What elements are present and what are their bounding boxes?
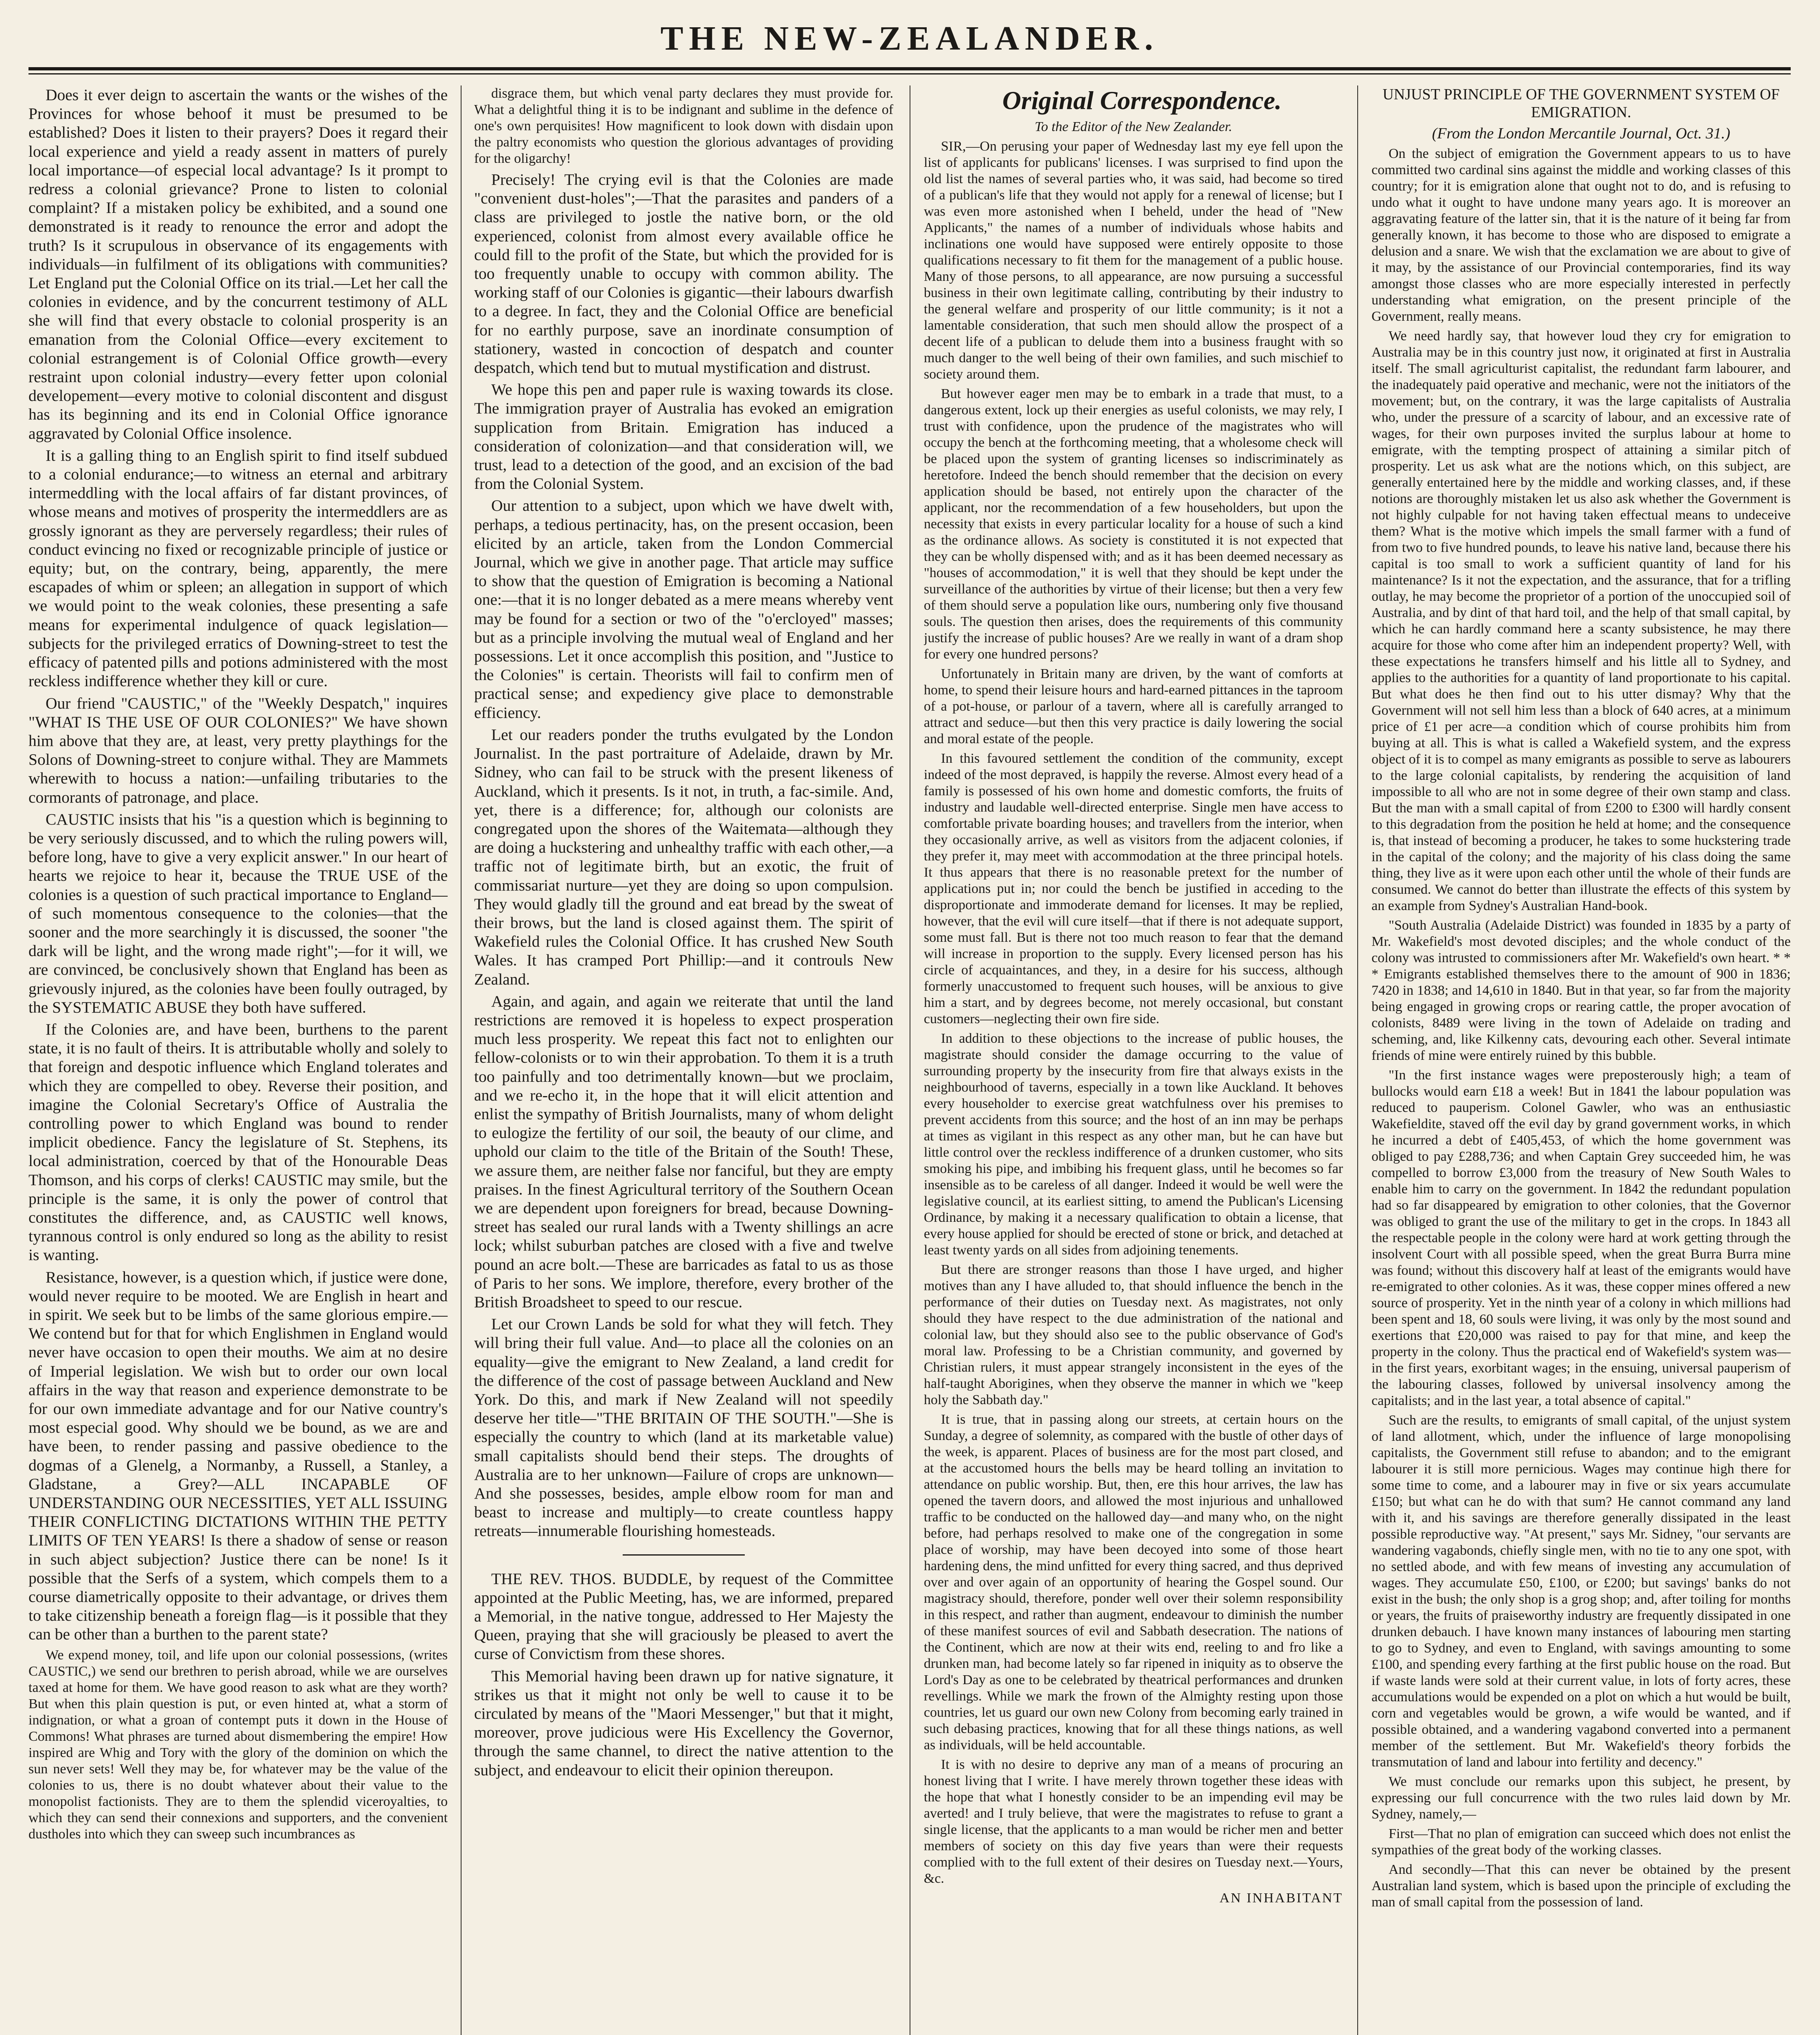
masthead-rule-thick [28,67,1791,70]
paragraph: Unfortunately in Britain many are driven, by the want of comforts at home, to spend their leisure hours and hard-earned pittances in the taproom of a pot-house, or parlour of a tavern, where all is carefully arranged to attract and seduce—but then this very practice is daily lowering the social and moral estate of the people. [924,666,1343,746]
paragraph: It is a galling thing to an English spirit to find itself subdued to a colonial endurance;—to witness an eternal and arbitrary intermeddling with the local affairs of far distant provinces, of whose means and motives of prosperity the intermeddlers are as grossly ignorant as they are perversely regardless; their rules of conduct evincing no fixed or recognizable principle of justice or equity; but, on the contrary, being, apparently, the mere escapades of whim or spleen; an allegation in support of which we would point to the weak colonies, these presenting a safe means for experimental indulgence of quack legislation—subjects for the privileged erratics of Downing-street to test the efficacy of patented pills and potions administered with the most reckless indifference whether they kill or cure. [28,446,448,690]
paragraph: Precisely! The crying evil is that the Colonies are made "convenient dust-holes";—That the parasites and panders of a class are privileged to jostle the native born, or the old experienced, colonist from almost every available office he could fill to the profit of the State, but which the provided for is too frequently unable to occupy with common ability. The working staff of our Colonies is gigantic—their labours dwarfish to a degree. In fact, they and the Colonial Office are beneficial for no earthly purpose, save an inordinate consumption of stationery, wasted in concoction of despatch and counter despatch, which tend but to mutual mystification and distrust. [474,171,893,377]
letter-signature: AN INHABITANT [1219,1891,1343,1906]
column-4 [1372,85,1791,2035]
letter-address: To the Editor of the New Zealander. [1035,119,1232,134]
paragraph: Does it ever deign to ascertain the wants or the wishes of the Provinces for whose behoof it must be presumed to be established? Does it listen to their prayers? Does it regard their local experience and yield a ready assent in matters of purely local importance—of especial local advantage? Is it prompt to redress a colonial grievance? Prone to listen to colonial complaint? If a mistaken policy be exhibited, and a sound one demonstrated is it ready to renounce the error and adopt the truth? Is it scrupulous in observance of its engagements with individuals—in fulfilment of its obligations with communities? Let England put the Colonial Office on its trial.—Let her call the colonies in evidence, and by the concurrent testimony of ALL she will find that every obstacle to colonial prosperity is an emanation from the Colonial Office—every excitement to colonial estrangement is of Colonial Office growth—every restraint upon colonial industry—every fetter upon colonial developement—every motive to colonial discontent and disgust has its beginning and its end in Colonial Office ignorance aggravated by Colonial Office insolence. [28,86,448,442]
paragraph: First—That no plan of emigration can succeed which does not enlist the sympathies of the great body of the working classes. [1372,1826,1791,1858]
paragraph: It is true, that in passing along our streets, at certain hours on the Sunday, a degree of solemnity, as compared with the bustle of other days of the week, is apparent. Places of business are for the most part closed, and at the accustomed hours the bells may be heard tolling an invitation to attendance on public worship. But, then, ere this hour arrives, the law has opened the tavern doors, and allowed the most injurious and unhallowed traffic to be conducted on the hallowed day—and many who, on the night before, had perhaps resolved to make one of the congregation in some place of worship, may have been decoyed into some of those heart hardening dens, the mind unfitted for every thing sacred, and thus deprived over and over again of an opportunity of hearing the Gospel sound. Our magistracy should, therefore, ponder well over their solemn responsibility in this respect, and rather than augment, endeavour to diminish the number of these manifest sources of evil and Sabbath desecration. The nations of the Continent, which are now at their wits end, reeling to and fro like a drunken man, had become lately so far ripened in iniquity as to observe the Lord's Day as one to be celebrated by theatrical performances and drunken revellings. While we mark the frown of the Almighty resting upon those countries, let us guard our own new Colony from becoming early trained in such debasing practices, knowing that for all these things nations, as well as individuals, will be held accountable. [924,1412,1343,1753]
article-heading: UNJUST PRINCIPLE OF THE GOVERNMENT SYSTEM OF EMIGRATION. [1382,86,1780,121]
paragraph: If the Colonies are, and have been, burthens to the parent state, it is no fault of theirs. It is attributable wholly and solely to that foreign and despotic influence which England tolerates and which they are compelled to obey. Reverse their position, and imagine the Colonial Secretary's Office of Australia the controlling power to which England was bound to render implicit obedience. Fancy the legislature of St. Stephens, its local administration, coerced by that of the Honourable Deas Thomson, and his corps of clerks! CAUSTIC may smile, but the principle is the same, it is only the power of control that constitutes the difference, and, as CAUSTIC well knows, tyrannous control is only endured so long as the ability to resist is wanting. [28,1020,448,1264]
article-separator [623,1554,745,1556]
paragraph: CAUSTIC insists that his "is a question which is beginning to be very seriously discussed, and to which the ruling powers will, before long, have to give a very explicit answer." In our heart of hearts we rejoice to hear it, because the TRUE USE of the colonies is a question of such practical importance to England—of such momentous consequence to the colonies—that the sooner and the more searchingly it is discussed, the sooner "the dark will be light, and the wrong made right";—for it will, we are convinced, be conclusively shown that England has been as grievously injured, as the colonies have been foully outraged, by the SYSTEMATIC ABUSE they both have suffered. [28,810,448,1016]
paragraph: Our attention to a subject, upon which we have dwelt with, perhaps, a tedious pertinacity, has, on the present occasion, been elicited by an article, taken from the London Commercial Journal, which we give in another page. That article may suffice to show that the question of Emigration is becoming a National one:—that it is no longer debated as a mere means whereby vent may be found for a section or two of the "o'ercloyed" masses; but as a principle involving the mutual weal of England and her possessions. Let it once accomplish this position, and "Justice to the Colonies" is certain. Theorists will fail to confirm men of practical sense; and expediency give place to demonstrable efficiency. [474,497,893,722]
masthead-rule-thin [28,73,1791,74]
paragraph: On the subject of emigration the Government appears to us to have committed two cardinal sins against the middle and working classes of this country; for it is emigration alone that ought not to do, and is refusing to undo what it ought to have undone many years ago. It is moreover an aggravating feature of the latter sin, that it is the nature of it being far from generally known, it has become to those who are disposed to emigrate a delusion and a snare. We wish that the exclamation we are about to give of it may, by the assistance of our Provincial contemporaries, find its way amongst those classes who are more especially interested in perfectly understanding what emigration, on the present principle of the Government, really means. [1372,146,1791,324]
paragraph-quoted: disgrace them, but which venal party declares they must provide for. What a delightful thing it is to be indignant and sublime in the defence of one's own perquisites! How magnificent to look down with disdain upon the paltry economists who question the glorious advantages of providing for the oligarchy! [474,86,893,166]
paragraph: We hope this pen and paper rule is waxing towards its close. The immigration prayer of Australia has evoked an emigration supplication from Britain. Emigration has induced a consideration of colonization—and that consideration will, we trust, lead to a detection of the good, and an excision of the bad from the Colonial System. [474,381,893,493]
paragraph: We need hardly say, that however loud they cry for emigration to Australia may be in this country just now, it originated at first in Australia itself. The small agriculturist capitalist, the redundant farm labourer, and the inadequately paid operative and mechanic, were not the initiators of the movement; but, on the contrary, it was the large capitalists of Australia who, under the pressure of a scarcity of labour, and an excessive rate of wages, for their own purposes invited the surplus labour at home to emigrate, with the tempting prospect of attaining a similar pitch of prosperity. Let us ask what are the notions which, on this subject, are generally entertained here by the middle and working classes, and, if these notions are thoroughly mistaken let us also ask whether the Government is not highly culpable for not having taken effectual means to undeceive them? What is the motive which impels the small farmer with a fund of from two to five hundred pounds, to leave his native land, because there his capital is too small to work a sufficient quantity of land for his maintenance? Is it not the expectation, and the assurance, that for a trifling outlay, he may become the proprietor of a portion of the unoccupied soil of Australia, and by dint of that hard toil, and the help of that small capital, by which he can hardly command here a scanty subsistence, he may there acquire for those who come after him an independent property? Well, with these expectations he transfers himself and his little all to Sydney, and applies to the authorities for a quantity of land proportionate to his capital. But what does he then find out to his utter dismay? Why that the Government will not sell him less than a block of 640 acres, at a minimum price of £1 per acre—a condition which of course prohibits him from buying at all. This is what is called a Wakefield system, and the express object of it is to compel as many emigrants as possible to serve as labourers to the large colonial capitalists, by rendering the acquisition of land impossible to all who are not in some degree of their own stamp and class. But the man with a small capital of from £200 to £300 will hardly consent to this degradation from the position he held at home; and the consequence is, that instead of becoming a producer, he takes to some huckstering trade in the capital of the colony; and the majority of his class doing the same thing, they live as it were upon each other until the whole of their funds are consumed. We cannot do better than illustrate the effects of this system by an example from Sydney's Australian Hand-book. [1372,328,1791,913]
masthead: THE NEW-ZEALANDER. [660,20,1159,57]
paragraph: It is with no desire to deprive any man of a means of procuring an honest living that I write. I have merely thrown together these ideas with the hope that what I honestly consider to be an impending evil may be averted! and I truly believe, that were the magistrates to refuse to grant a single license, that the applicants to a man would be richer men and better members of society on this day five years than were their requests complied with to the full extent of their desires on Tuesday next.—Yours, &c. [924,1757,1343,1886]
column-divider [1357,85,1358,2035]
column-2 [474,85,893,2035]
newspaper-page [28,16,1791,2035]
section-title: Original Correspondence. [1002,86,1282,115]
column-3 [924,85,1343,2035]
paragraph: But there are stronger reasons than those I have urged, and higher motives than any I have alluded to, that should influence the bench in the performance of their duties on Tuesday next. As magistrates, not only should they have respect to the due administration of the national and colonial law, but they should also see to the public observance of God's moral law. Professing to be a Christian community, and governed by Christian rulers, it must appear strangely inconsistent in the eyes of the half-taught Aborigines, when they observe the manner in which we "keep holy the Sabbath day." [924,1262,1343,1407]
paragraph: We must conclude our remarks upon this subject, he present, by expressing our full concurrence with the two rules laid down by Mr. Sydney, namely,— [1372,1774,1791,1822]
paragraph: Resistance, however, is a question which, if justice were done, would never require to be mooted. We are English in heart and in spirit. We seek but to be limbs of the same glorious empire.—We contend but for that for which Englishmen in England would never have occasion to open their mouths. We aim at no desire of Imperial legislation. We wish but to order our own local affairs in the way that reason and experience demonstrate to be for our own immediate advantage and for our Native country's most especial good. Why should we be bound, as we are and have been, to render passing and passive obedience to the dogmas of a Glenelg, a Normanby, a Russell, a Stanley, a Gladstane, a Grey?—ALL INCAPABLE OF UNDERSTANDING OUR NECESSITIES, YET ALL ISSUING THEIR CONFLICTING DICTATIONS WITHIN THE PETTY LIMITS OF TEN YEARS! Is there a shadow of sense or reason in such abject subjection? Justice there can be none! Is it possible that the Serfs of a system, which compels them to a course diametrically opposite to their advantage, or drives them to take citizenship beneath a foreign flag—is it possible that they can be other than a burthen to the parent state? [28,1268,448,1643]
paragraph: In addition to these objections to the increase of public houses, the magistrate should consider the damage occurring to the value of surrounding property by the insecurity from fire that always exists in the neighbourhood of taverns, especially in a town like Auckland. It behoves every householder to exercise great watchfulness over his premises to prevent accidents from this source; and the host of an inn may be perhaps at times as vigilant in this respect as any other man, but he can have but little control over the reckless indifference of a drunken customer, who sits smoking his pipe, and imbibing his frequent glass, until he becomes so far insensible as to be careless of all danger. Indeed it would be well were the legislative council, at its earliest sitting, to amend the Publican's Licensing Ordinance, by making it a necessary qualification to obtain a license, that every house applied for should be erected of stone or brick, and detached at least twenty yards on all sides from adjoining tenements. [924,1031,1343,1258]
columns [28,85,1791,2035]
paragraph: "In the first instance wages were preposterously high; a team of bullocks would earn £18 a week! But in 1841 the labour population was reduced to pauperism. Colonel Gawler, who was an enthusiastic Wakefieldite, staved off the evil day by grand government works, in which he incurred a debt of £405,453, of which the home government was obliged to pay £288,736; and when Captain Grey succeeded him, he was compelled to borrow £3,000 from the treasury of New South Wales to enable him to carry on the government. In 1842 the redundant population had so far disappeared by emigration to other colonies, that the Governor was obliged to grant the use of the military to get in the crops. In 1843 all the respectable people in the colony were hard at work getting through the insolvent Court with all possible speed, when the great Burra Burra mine was found; without this discovery half at least of the emigrants would have re-emigrated to other colonies. As it was, these copper mines offered a new source of prosperity. Yet in the ninth year of a colony in which millions had been spent and 18, 60 souls were living, it was only by the most sound and exertions that £20,000 was raised to pay for that mine, and keep the property in the colony. Thus the practical end of Wakefield's system was—in the first years, exorbitant wages; in the ensuing, universal pauperism of the labouring classes, followed by universal insolvency among the capitalists; and in the last year, a total absence of capital." [1372,1068,1791,1408]
column-1 [28,85,448,2035]
paragraph: Such are the results, to emigrants of small capital, of the unjust system of land allotment, which, under the influence of large monopolising capitalists, the Government still refuse to abandon; and to the emigrant labourer it is still more pernicious. Wages may continue high there for some time to come, and a labourer may in five or six years accumulate £150; but what can he do with that sum? He cannot command any land with it, and his savings are therefore generally dissipated in the least possible reproductive way. "At present," says Mr. Sidney, "our servants are wandering vagabonds, chiefly single men, with no tie to any one spot, with no settled abode, and with few means of investing any accumulation of wages. They accumulate £50, £100, or £200; but savings' banks do not exist in the bush; the only shop is a grog shop; and, after toiling for months or years, the fruits of praiseworthy industry are frequently dissipated in one drunken debauch. I have known many instances of labouring men starting to go to Sydney, and even to England, with savings amounting to some £100, and spending every farthing at the first public house on the road. But if waste lands were sold at their current value, in lots of forty acres, these accumulations would be expended on a plot on which a hut would be built, corn and vegetables would be grown, a wife would be wanted, and if possible obtained, and a wandering vagabond converted into a permanent member of the settlement. But Mr. Wakefield's theory forbids the transmutation of land and labour into fertility and decency." [1372,1413,1791,1770]
paragraph: But however eager men may be to embark in a trade that must, to a dangerous extent, lock up their energies as useful colonists, we may rely, I trust with confidence, upon the prudence of the magistrates who will occupy the bench at the forthcoming meeting, that a wholesome check will be placed upon the system of granting licenses so indiscriminately as heretofore. Indeed the bench should remember that the decision on every application should be based, not entirely upon the character of the applicant, nor the recommendation of a few householders, but upon the necessity that exists in every particular locality for a house of such a kind as the ordinance allows. As society is constituted it is not expected that they can be wholly dispensed with; and as it has been deemed necessary as "houses of accommodation," it is well that they should be kept under the surveillance of the authorities by virtue of their license; but then a very few of them should serve a population like ours, numbering only five thousand souls. The question then arises, does the requirements of this community justify the increase of public houses? Are we really in want of a dram shop for every one hundred persons? [924,386,1343,662]
paragraph: "South Australia (Adelaide District) was founded in 1835 by a party of Mr. Wakefield's most devoted disciples; and the whole conduct of the colony was intrusted to commissioners after Mr. Wakefield's own heart. * * * Emigrants established themselves there to the amount of 900 in 1836; 7420 in 1838; and 14,610 in 1840. But in that year, so far from the majority being engaged in growing crops or rearing cattle, the proper avocation of colonists, 8489 were living in the town of Adelaide on trading and scheming, and, like Kilkenny cats, devouring each other. Several intimate friends of mine were entirely ruined by this bubble. [1372,918,1791,1063]
paragraph: Let our Crown Lands be sold for what they will fetch. They will bring their full value. And—to place all the colonies on an equality—give the emigrant to New Zealand, a land credit for the difference of the cost of passage between Auckland and New York. Do this, and mark if New Zealand will not speedily deserve her title—"THE BRITAIN OF THE SOUTH."—She is especially the country to which (land at its marketable value) small capitalists should bend their steps. The droughts of Australia are to her unknown—Failure of crops are unknown—And she possesses, besides, ample elbow room for man and beast to increase and multiply—to create countless happy retreats—innumerable flourishing homesteads. [474,1315,893,1540]
paragraph: SIR,—On perusing your paper of Wednesday last my eye fell upon the list of applicants for publicans' licenses. I was surprised to find upon the old list the names of several parties who, it was said, had become so tired of a publican's life that they would not apply for a renewal of license; but I was even more astonished when I beheld, under the head of "New Applicants," the names of a number of individuals whose habits and inclinations one would have supposed were entirely opposite to those qualifications necessary to fit them for the management of a public house. Many of those persons, to all appearance, are now pursuing a successful business in their own legitimate calling, contributing by their industry to the general welfare and prosperity of our little community; is it not a lamentable consideration, that such men should allow the prospect of a decent life of a publican to delude them into a business fraught with so much danger to the well being of their own families, and such mischief to society around them. [924,139,1343,382]
paragraph: This Memorial having been drawn up for native signature, it strikes us that it might not only be well to cause it to be circulated by means of the "Maori Messenger," but that it might, moreover, prove judicious were His Excellency the Governor, through the same channel, to direct the native attention to the subject, and endeavour to elicit their opinion thereupon. [474,1667,893,1779]
article-source: (From the London Mercantile Journal, Oct. 31.) [1432,125,1730,142]
paragraph: And secondly—That this can never be obtained by the present Australian land system, which is based upon the principle of excluding the man of small capital from the possession of land. [1372,1862,1791,1910]
paragraph: In this favoured settlement the condition of the community, except indeed of the most depraved, is happily the reverse. Almost every head of a family is possessed of his own home and domestic comforts, the fruits of industry and laudable well-directed enterprise. Single men have access to comfortable private boarding houses; and travellers from the interior, when they occasionally arrive, as well as visitors from the adjacent colonies, if they prefer it, may meet with accommodation at the three principal hotels. It thus appears that there is no reasonable pretext for the number of applications put in; nor could the bench be justified in acceding to the disproportionate and immoderate demand for licenses. It may be replied, however, that the evil will cure itself—that if there is not adequate support, some must fall. But is there not too much reason to fear that the demand will increase in proportion to the supply. Every licensed person has his circle of acquaintances, and they, in a desire for his success, although formerly unaccustomed to frequent such houses, will be anxious to give him a start, and by degrees become, not merely occasional, but constant customers—neglecting their own fire side. [924,751,1343,1026]
paragraph: Our friend "CAUSTIC," of the "Weekly Despatch," inquires "WHAT IS THE USE OF OUR COLONIES?" We have shown him above that they are, at least, very pretty playthings for the Solons of Downing-street to conjure withal. They are Mammets wherewith to hocuss a nation:—unfailing tributaries to the cormorants of patronage, and place. [28,694,448,806]
paragraph: Let our readers ponder the truths evulgated by the London Journalist. In the past portraiture of Adelaide, drawn by Mr. Sidney, who can fail to be struck with the present likeness of Auckland, which it presents. Is it not, in truth, a fac-simile. And, yet, there is a difference; for, although our colonists are congregated upon the shores of the Waitemata—although they are doing a huckstering and unhealthy traffic with each other,—a traffic not of legitimate birth, but an exotic, the fruit of commissariat nurture—yet they are doing so upon compulsion. They would gladly till the ground and eat bread by the sweat of their brows, but the land is closed against them. The spirit of Wakefield rules the Colonial Office. It has crushed New South Wales. It has cramped Port Phillip:—and it controuls New Zealand. [474,725,893,988]
column-divider [461,85,462,2035]
paragraph: THE REV. THOS. BUDDLE, by request of the Committee appointed at the Public Meeting, has, we are informed, prepared a Memorial, in the native tongue, addressed to Her Majesty the Queen, praying that she will graciously be pleased to avert the curse of Convictism from these shores. [474,1569,893,1663]
paragraph: Again, and again, and again we reiterate that until the land restrictions are removed it is hopeless to expect prosperation much less prosperity. We repeat this fact not to enlighten our fellow-colonists or to win their approbation. To them it is a truth too painfully and too detrimentally known—but we proclaim, and we re-echo it, in the hope that it will elicit attention and enlist the sympathy of British Journalists, many of whom delight to eulogize the fertility of our soil, the beauty of our clime, and uphold our claim to the title of the Britain of the South! These, we assure them, are neither false nor fanciful, but they are empty praises. In the finest Agricultural territory of the Southern Ocean we are dependent upon foreigners for bread, because Downing-street has sealed our rural lands with a Twenty shillings an acre lock; whilst suburban patches are closed with a five and twelve pound an acre bolt.—These are barricades as fatal to us as those of Paris to her sons. We implore, therefore, every brother of the British Broadsheet to speed to our rescue. [474,992,893,1311]
paragraph-quoted: We expend money, toil, and life upon our colonial possessions, (writes CAUSTIC,) we send our brethren to perish abroad, while we are ourselves taxed at home for them. We have good reason to ask what are they worth? But when this plain question is put, or even hinted at, what a storm of indignation, or what a groan of contempt puts it down in the House of Commons! What phrases are turned about dismembering the empire! How inspired are Whig and Tory with the glory of the dominion on which the sun never sets! Well they may be, for whatever may be the value of the colonies to us, there is no doubt whatever about their value to the monopolist factionists. They are to them the splendid viceroyalties, to which they can send their connexions and supporters, and the convenient dustholes into which they can sweep such incumbrances as [28,1647,448,1842]
